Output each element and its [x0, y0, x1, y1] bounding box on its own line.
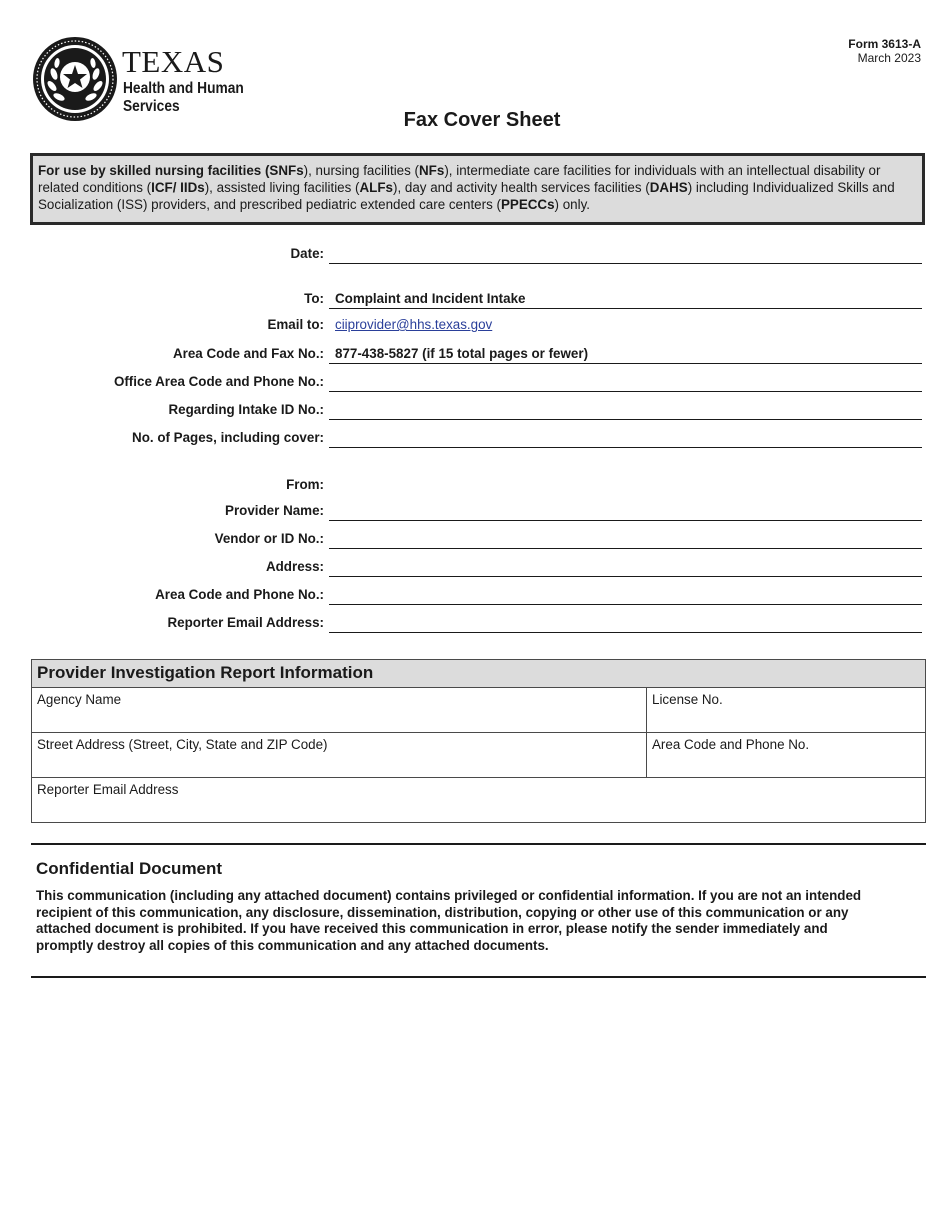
- date-label: Date:: [290, 246, 324, 261]
- area-phone-cell[interactable]: Area Code and Phone No.: [652, 737, 810, 752]
- notice-part: ) including Individualized Skills and Socialization (ISS) providers, and prescribed pediatric extended care centers (: [38, 180, 895, 212]
- pages-label: No. of Pages, including cover:: [132, 430, 324, 445]
- fax-row: [0, 346, 950, 366]
- date-row: [0, 246, 950, 266]
- from-row: [0, 477, 950, 497]
- intake-id-field[interactable]: [329, 419, 922, 420]
- office-phone-row: [0, 374, 950, 394]
- divider: [31, 843, 926, 845]
- agency-name-cell[interactable]: Agency Name: [32, 688, 647, 732]
- notice-part: ), intermediate care facilities for individuals with an intellectual disability or related conditions (: [38, 163, 881, 195]
- vendor-row: [0, 531, 950, 551]
- reporter-email-field[interactable]: [329, 632, 922, 633]
- logo-subtitle: Health and Human Services: [123, 80, 244, 115]
- street-address-cell[interactable]: Street Address (Street, City, State and ZIP Code): [32, 733, 647, 777]
- to-row: [0, 291, 950, 311]
- to-value: Complaint and Incident Intake: [335, 291, 526, 306]
- table-title: Provider Investigation Report Information: [32, 660, 925, 688]
- notice-part: ) only.: [554, 197, 591, 212]
- fax-value: 877-438-5827 (if 15 total pages or fewer): [335, 346, 589, 361]
- office-phone-field[interactable]: [329, 391, 922, 392]
- table-row: [32, 688, 925, 733]
- notice-part: ALFs: [359, 180, 393, 195]
- provider-row: [0, 503, 950, 523]
- notice-part: DAHS: [649, 180, 688, 195]
- pages-row: [0, 430, 950, 450]
- email-to-link[interactable]: ciiprovider@hhs.texas.gov: [335, 317, 493, 332]
- report-info-table: [31, 659, 926, 823]
- notice-part: NFs: [419, 163, 445, 178]
- notice-part: ICF/ IIDs: [151, 180, 205, 195]
- address-row: [0, 559, 950, 579]
- divider: [31, 976, 926, 978]
- intake-label: Regarding Intake ID No.:: [168, 402, 324, 417]
- from-label: From:: [286, 477, 324, 492]
- phone-row: [0, 587, 950, 607]
- pages-field[interactable]: [329, 447, 922, 448]
- to-field: [329, 308, 922, 309]
- email-to-label: Email to:: [267, 317, 324, 332]
- confidential-title: Confidential Document: [36, 859, 223, 878]
- logo-wordmark: TEXAS: [122, 44, 225, 79]
- fax-label: Area Code and Fax No.:: [172, 346, 324, 361]
- vendor-id-field[interactable]: [329, 548, 922, 549]
- date-field[interactable]: [329, 263, 922, 264]
- reporter-email-cell[interactable]: Reporter Email Address: [37, 782, 179, 797]
- email-to-row: [0, 317, 950, 337]
- confidential-text: This communication (including any attached document) contains privileged or confidential information. If you are not an intended recipient of this communication, any disclosure, dissemination, distribution, copying or other use of this communication or any attached document is prohibited. If you have received this communication in error, please notify the sender immediately and promptly destroy all copies of this communication and any attached documents.: [36, 888, 862, 954]
- form-number: Form 3613-A: [848, 37, 921, 51]
- notice-part: ), nursing facilities (: [303, 163, 420, 178]
- notice-part: PPECCs: [500, 197, 555, 212]
- usage-notice: [30, 153, 925, 225]
- reporter-email-label: Reporter Email Address:: [167, 615, 324, 630]
- address-label: Address:: [265, 559, 324, 574]
- page-title: Fax Cover Sheet: [403, 109, 561, 131]
- phone-label: Area Code and Phone No.:: [155, 587, 324, 602]
- table-row: [32, 733, 925, 778]
- provider-name-field[interactable]: [329, 520, 922, 521]
- notice-part: ), day and activity health services facilities (: [393, 180, 650, 195]
- reporter-email-row: [0, 615, 950, 635]
- table-row: [32, 778, 925, 822]
- office-phone-label: Office Area Code and Phone No.:: [113, 374, 324, 389]
- fax-field: [329, 363, 922, 364]
- notice-part: For use by skilled nursing facilities (SNFs: [38, 163, 304, 178]
- intake-row: [0, 402, 950, 422]
- address-field[interactable]: [329, 576, 922, 577]
- form-date: March 2023: [857, 51, 921, 65]
- notice-part: ), assisted living facilities (: [204, 180, 360, 195]
- license-no-cell[interactable]: License No.: [652, 692, 723, 707]
- phone-field[interactable]: [329, 604, 922, 605]
- provider-label: Provider Name:: [225, 503, 324, 518]
- to-label: To:: [304, 291, 324, 306]
- vendor-label: Vendor or ID No.:: [214, 531, 324, 546]
- form-id: [848, 37, 921, 65]
